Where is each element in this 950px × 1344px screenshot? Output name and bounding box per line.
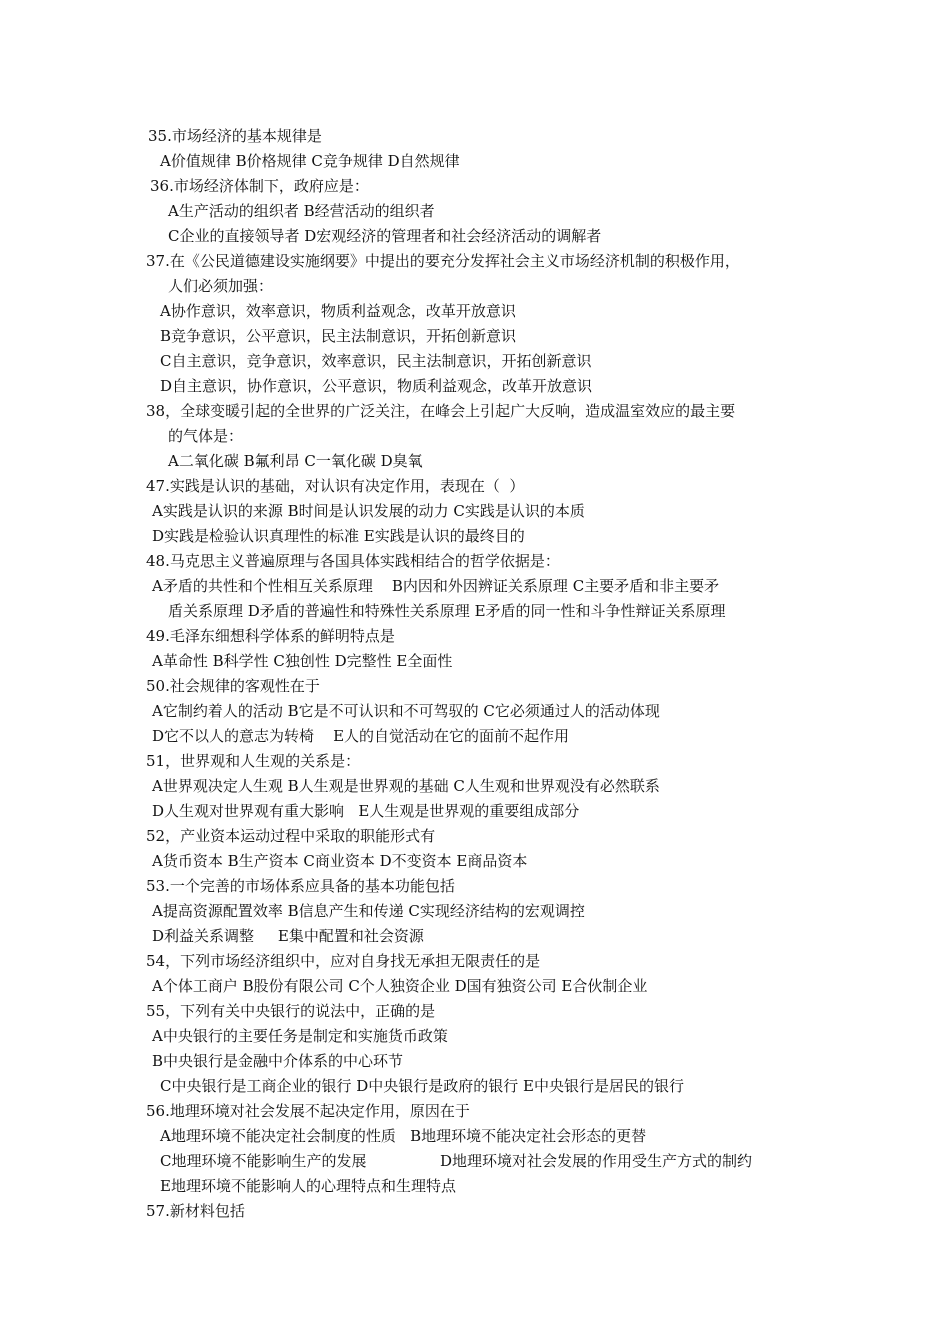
question-36-options-cd: C企业的直接领导者 D宏观经济的管理者和社会经济活动的调解者	[168, 227, 602, 245]
question-37-option-b: B竞争意识，公平意识，民主法制意识，开拓创新意识	[160, 327, 517, 345]
question-38: 38，全球变暖引起的全世界的广泛关注，在峰会上引起广大反响，造成温室效应的最主要	[146, 402, 736, 420]
question-53-options-de: D利益关系调整 E集中配置和社会资源	[152, 927, 424, 945]
question-47-options-de: D实践是检验认识真理性的标准 E实践是认识的最终目的	[152, 527, 525, 545]
question-51-options-de: D人生观对世界观有重大影响 E人生观是世界观的重要组成部分	[152, 802, 580, 820]
question-56-option-c: C地理环境不能影响生产的发展	[160, 1152, 367, 1170]
question-53-options-abc: A提高资源配置效率 B信息产生和传递 C实现经济结构的宏观调控	[152, 902, 585, 920]
question-56-options-ab: A地理环境不能决定社会制度的性质 B地理环境不能决定社会形态的更替	[160, 1127, 647, 1145]
question-57: 57.新材料包括	[146, 1202, 245, 1220]
question-55-option-b: B中央银行是金融中介体系的中心环节	[152, 1052, 404, 1070]
question-48: 48.马克思主义普遍原理与各国具体实践相结合的哲学依据是：	[146, 552, 560, 570]
question-54-options: A个体工商户 B股份有限公司 C个人独资企业 D国有独资公司 E合伙制企业	[152, 977, 648, 995]
question-48-options-cde: 盾关系原理 D矛盾的普遍性和特殊性关系原理 E矛盾的同一性和斗争性辩证关系原理	[168, 602, 726, 620]
question-51-options-abc: A世界观决定人生观 B人生观是世界观的基础 C人生观和世界观没有必然联系	[152, 777, 660, 795]
question-37-option-d: D自主意识，协作意识，公平意识，物质利益观念，改革开放意识	[160, 377, 593, 395]
question-37-continued: 人们必须加强：	[168, 277, 274, 295]
question-53: 53.一个完善的市场体系应具备的基本功能包括	[146, 877, 455, 895]
question-54: 54，下列市场经济组织中，应对自身找无承担无限责任的是	[146, 952, 541, 970]
question-37-option-c: C自主意识，竞争意识，效率意识，民主法制意识，开拓创新意识	[160, 352, 592, 370]
question-55-option-a: A中央银行的主要任务是制定和实施货币政策	[152, 1027, 448, 1045]
question-37: 37.在《公民道德建设实施纲要》中提出的要充分发挥社会主义市场经济机制的积极作用，	[146, 252, 740, 270]
question-52: 52，产业资本运动过程中采取的职能形式有	[146, 827, 436, 845]
question-52-options: A货币资本 B生产资本 C商业资本 D不变资本 E商品资本	[152, 852, 528, 870]
question-50-options-abc: A它制约着人的活动 B它是不可认识和不可驾驭的 C它必须通过人的活动体现	[152, 702, 660, 720]
question-36-options-ab: A生产活动的组织者 B经营活动的组织者	[168, 202, 435, 220]
question-55: 55，下列有关中央银行的说法中，正确的是	[146, 1002, 436, 1020]
question-47: 47.实践是认识的基础，对认识有决定作用，表现在（ ）	[146, 477, 525, 495]
question-38-options: A二氧化碳 B氟利昂 C一氧化碳 D臭氧	[168, 452, 423, 470]
question-38-continued: 的气体是：	[168, 427, 244, 445]
question-50-options-de: D它不以人的意志为转椅 E人的自觉活动在它的面前不起作用	[152, 727, 570, 745]
question-49-options: A革命性 B科学性 C独创性 D完整性 E全面性	[152, 652, 453, 670]
question-56-option-d: D地理环境对社会发展的作用受生产方式的制约	[440, 1152, 753, 1170]
question-51: 51，世界观和人生观的关系是：	[146, 752, 361, 770]
question-47-options-abc: A实践是认识的来源 B时间是认识发展的动力 C实践是认识的本质	[152, 502, 585, 520]
question-56-option-e: E地理环境不能影响人的心理特点和生理特点	[160, 1177, 456, 1195]
question-55-options-cde: C中央银行是工商企业的银行 D中央银行是政府的银行 E中央银行是居民的银行	[160, 1077, 684, 1095]
question-48-options-abc: A矛盾的共性和个性相互关系原理 B内因和外因辨证关系原理 C主要矛盾和非主要矛	[152, 577, 720, 595]
question-35: 35.市场经济的基本规律是	[148, 127, 322, 145]
question-56: 56.地理环境对社会发展不起决定作用，原因在于	[146, 1102, 470, 1120]
question-37-option-a: A协作意识，效率意识，物质利益观念，改革开放意识	[160, 302, 516, 320]
question-50: 50.社会规律的客观性在于	[146, 677, 320, 695]
question-49: 49.毛泽东细想科学体系的鲜明特点是	[146, 627, 395, 645]
question-35-options: A价值规律 B价格规律 C竞争规律 D自然规律	[160, 152, 460, 170]
question-36: 36.市场经济体制下，政府应是：	[150, 177, 369, 195]
